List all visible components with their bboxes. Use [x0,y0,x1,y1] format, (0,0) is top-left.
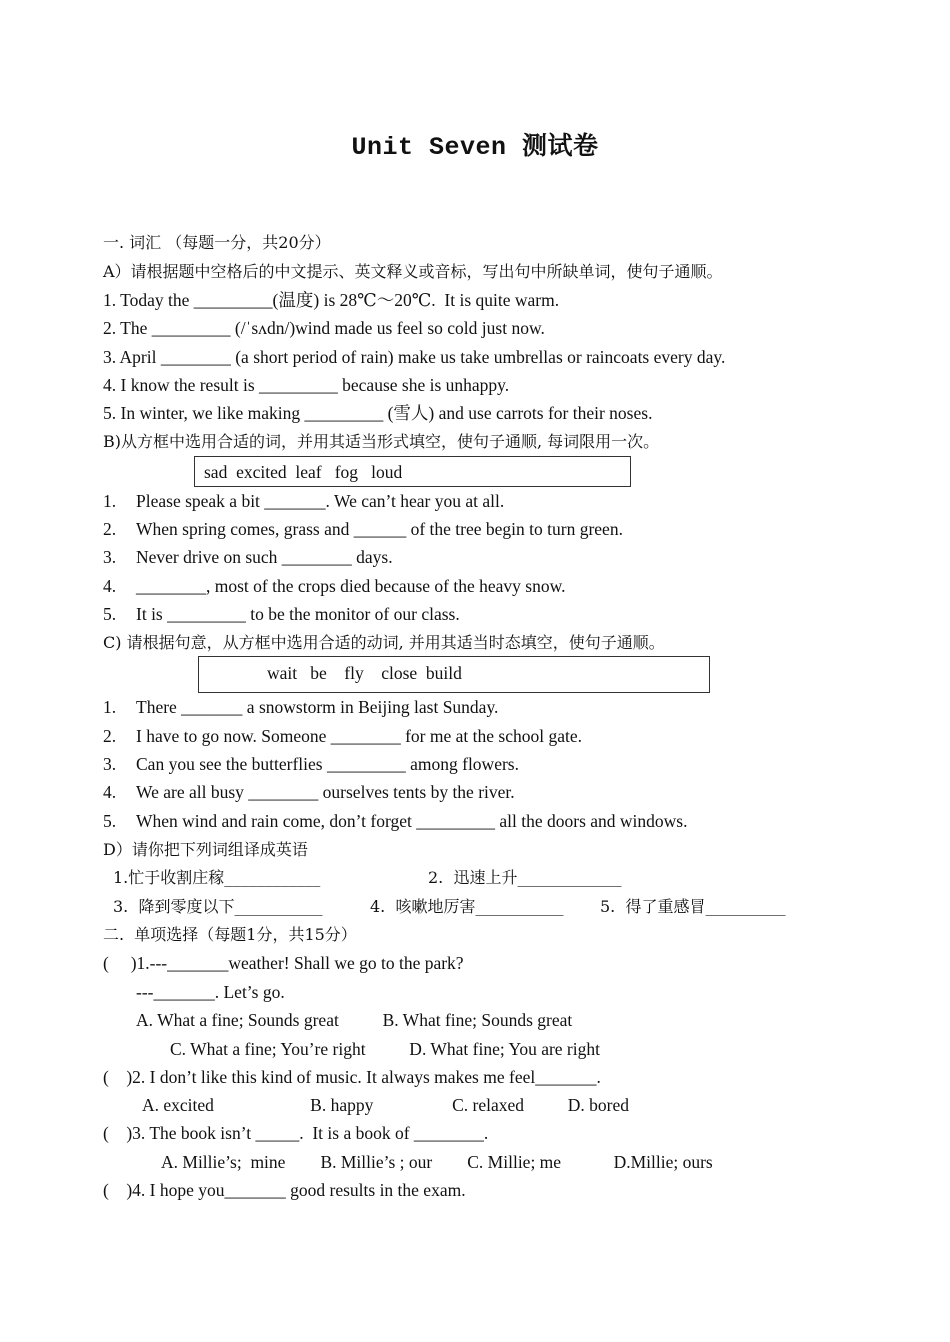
question-1-options-row1: A. What a fine; Sounds great B. What fine; Sounds great [136,1010,573,1030]
partC-item-3: Can you see the butterflies _________ among flowers. [136,754,519,774]
section1-heading: 一. 词汇 （每题一分，共20分） [103,233,331,252]
partB-instruction: B)从方框中选用合适的词，并用其适当形式填空，使句子通顺, 每词限用一次。 [103,432,660,451]
partA-item-1: 1. Today the _________(温度) is 28℃～20℃. It is quite warm. [103,290,560,310]
partB-number-3: 3. [103,547,117,567]
partA-item-4: 4. I know the result is _________ because she is unhappy. [103,375,510,395]
partA-item-2: 2. The _________ (/ˈsʌdn/)wind made us feel so cold just now. [103,318,545,338]
question-1-reply: ---_______. Let’s go. [136,982,285,1002]
partC-number-2: 2. [103,726,117,746]
partB-item-5: It is _________ to be the monitor of our class. [136,604,460,624]
partB-item-3: Never drive on such ________ days. [136,547,393,567]
partB-number-5: 5. [103,604,117,624]
partC-number-5: 5. [103,811,117,831]
partC-number-3: 3. [103,754,117,774]
partC-item-2: I have to go now. Someone ________ for me at the school gate. [136,726,582,746]
question-2-stem: ( )2. I don’t like this kind of music. It always makes me feel_______. [103,1067,601,1087]
partB-number-1: 1. [103,491,117,511]
partB-item-1: Please speak a bit _______. We can’t hear you at all. [136,491,505,511]
partD-item-1: 1.忙于收割庄稼____________ [113,868,321,887]
question-4-stem: ( )4. I hope you_______ good results in the exam. [103,1180,466,1200]
partB-word-box [194,456,631,487]
partB-item-4: ________, most of the crops died because of the heavy snow. [136,576,566,596]
partC-number-1: 1. [103,697,117,717]
partD-item-5: 5. 得了重感冒__________ [600,897,786,916]
partC-item-1: There _______ a snowstorm in Beijing last Sunday. [136,697,499,717]
partD-item-3: 3. 降到零度以下___________ [113,897,323,916]
partB-item-2: When spring comes, grass and ______ of the tree begin to turn green. [136,519,623,539]
question-3-stem: ( )3. The book isn’t _____. It is a book of ________. [103,1123,489,1143]
partB-number-2: 2. [103,519,117,539]
question-2-options: A. excited B. happy C. relaxed D. bored [142,1095,630,1115]
partA-item-5: 5. In winter, we like making _________ (雪人) and use carrots for their noses. [103,403,653,423]
question-3-options: A. Millie’s; mine B. Millie’s ; our C. Millie; me D.Millie; ours [161,1152,713,1172]
partB-number-4: 4. [103,576,117,596]
partC-instruction: C) 请根据句意，从方框中选用合适的动词, 并用其适当时态填空，使句子通顺。 [103,633,665,652]
partB-word-list: sad excited leaf fog loud [204,462,403,482]
partC-word-box [198,656,710,693]
page-title: Unit Seven 测试卷 [351,133,599,162]
partC-item-5: When wind and rain come, don’t forget _________ all the doors and windows. [136,811,688,831]
partD-item-2: 2. 迅速上升_____________ [428,868,622,887]
section2-heading: 二. 单项选择（每题1分，共15分） [103,925,357,944]
partC-word-list: wait be fly close build [267,663,462,683]
partC-item-4: We are all busy ________ ourselves tents by the river. [136,782,515,802]
question-1-options-row2: C. What a fine; You’re right D. What fine; You are right [170,1039,600,1059]
question-1-stem: ( )1.---_______weather! Shall we go to the park? [103,953,464,973]
partA-instruction: A）请根据题中空格后的中文提示、英文释义或音标，写出句中所缺单词，使句子通顺。 [103,262,723,281]
partD-instruction: D）请你把下列词组译成英语 [103,840,308,859]
partC-number-4: 4. [103,782,117,802]
partA-item-3: 3. April ________ (a short period of rain) make us take umbrellas or raincoats every day. [103,347,726,367]
partD-item-4: 4. 咳嗽地厉害___________ [370,897,564,916]
